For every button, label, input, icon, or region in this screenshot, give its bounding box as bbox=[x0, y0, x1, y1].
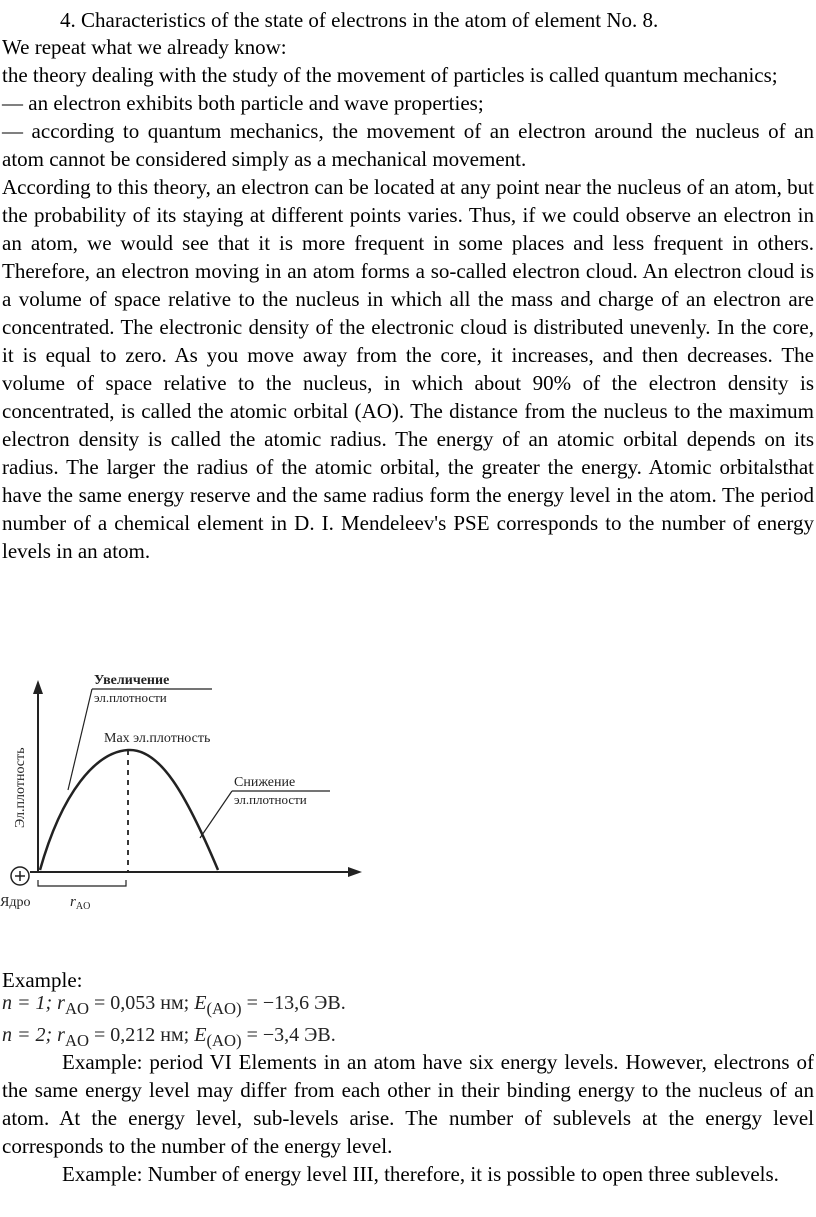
y-axis-label: Эл.плотность bbox=[13, 747, 28, 828]
paragraph-electron-cloud: According to this theory, an electron can be located at any point near the nucleus of an atom, but the probability of its staying at different points varies. Thus, if we could observe an electron in an atom, we would see that it is more frequent in some places and less frequent in others. Therefore, an electron moving in an atom forms a so-called electron cloud. An electron cloud is a volume of space relative to the nucleus in which all the mass and charge of an electron are concentrated. The electronic density of the electronic cloud is distributed unevenly. In the core, it is equal to zero. As you move away from the core, it increases, and then decreases. The volume of space relative to the nucleus, in which about 90% of the electron density is concentrated, is called the atomic orbital (AO). The distance from the nucleus to the maximum electron density is called the atomic radius. The energy of an atomic orbital depends on its radius. The larger the radius of the atomic orbital, the greater the energy. Atomic orbitalsthat have the same energy reserve and the same radius form the energy level in the atom. The period number of a chemical element in D. I. Mendeleev's PSE corresponds to the number of energy levels in an atom. bbox=[2, 175, 814, 563]
decrease-label-line-2: эл.плотности bbox=[234, 792, 307, 807]
radius-label: $r_{AO}$ bbox=[70, 894, 91, 912]
paragraph-quantum-mechanics: the theory dealing with the study of the movement of particles is called quantum mechanics; bbox=[2, 63, 778, 87]
section-heading: 4. Characteristics of the state of electrons in the atom of element No. 8. bbox=[60, 8, 659, 32]
formula-n1: n = 1; $r_{AO} = 0,053$ нм; $E_{(AO)} = -13,6$ ЭВ. bbox=[2, 992, 346, 1018]
body-text bbox=[2, 33, 814, 565]
bottom-text bbox=[2, 1048, 814, 1188]
orbital-formulas bbox=[2, 990, 346, 1054]
x-axis-arrow bbox=[348, 867, 362, 877]
increase-label-line-1: Увеличение bbox=[94, 673, 170, 688]
paragraph-mechanical-movement: — according to quantum mechanics, the movement of an electron around the nucleus of an atom cannot be considered simply as a mechanical movement. bbox=[2, 119, 814, 171]
decrease-label-line-1: Снижение bbox=[234, 775, 296, 790]
electron-density-diagram bbox=[0, 662, 380, 922]
increase-label-line-2: эл.плотности bbox=[94, 690, 167, 705]
density-curve bbox=[40, 750, 218, 870]
paragraph-level-iii-example: Example: Number of energy level III, therefore, it is possible to open three sublevels. bbox=[62, 1162, 779, 1186]
max-density-label: Max эл.плотность bbox=[104, 731, 211, 746]
example-label: Example: bbox=[2, 968, 83, 992]
paragraph-period-vi-example: Example: period VI Elements in an atom have six energy levels. However, electrons of the same energy level may differ from each other in their binding energy to the nucleus of an atom. At the energy level, sub-levels arise. The number of sublevels at the energy level corresponds to the number of the energy level. bbox=[2, 1050, 814, 1158]
formula-n2: n = 2; $r_{AO} = 0,212$ нм; $E_{(AO)} = -3,4$ ЭВ. bbox=[2, 1024, 336, 1050]
radius-bracket bbox=[38, 880, 126, 886]
increase-leader-line bbox=[68, 689, 92, 790]
intro-paragraph: We repeat what we already know: bbox=[2, 35, 287, 59]
decrease-leader-line bbox=[200, 791, 232, 838]
nucleus-label: Ядро bbox=[0, 895, 31, 910]
y-axis-arrow bbox=[33, 680, 43, 694]
paragraph-wave-properties: — an electron exhibits both particle and wave properties; bbox=[2, 91, 484, 115]
